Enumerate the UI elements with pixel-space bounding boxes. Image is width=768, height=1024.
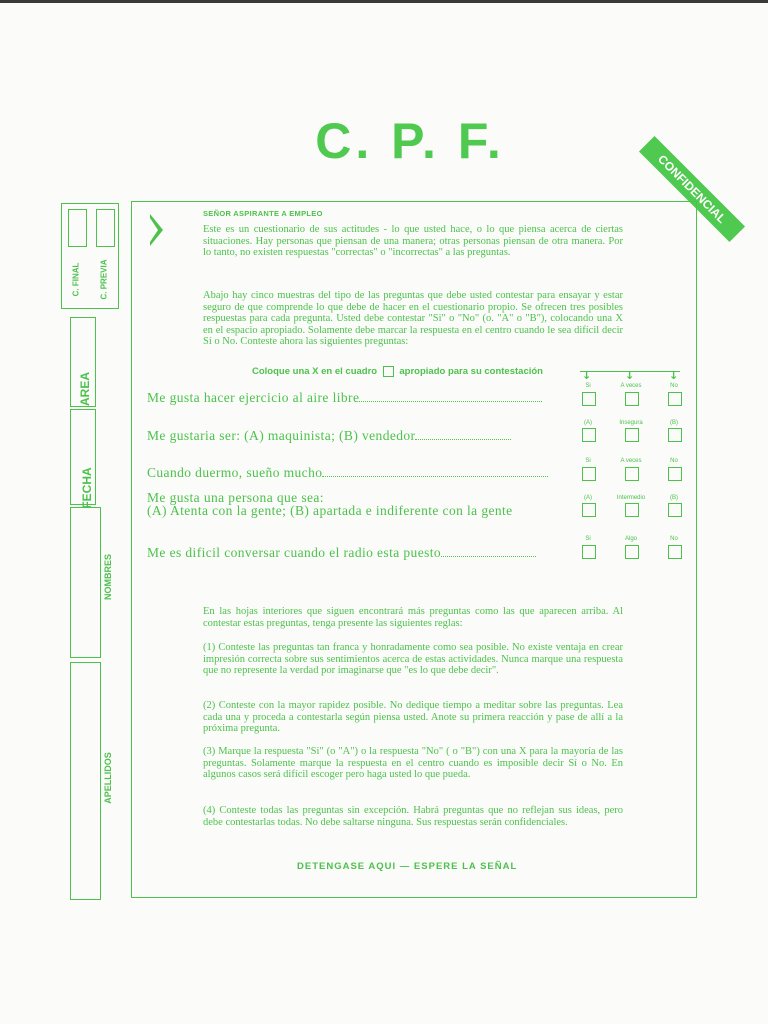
page-title: C. P. F. bbox=[315, 113, 505, 169]
c-final-field[interactable] bbox=[68, 209, 87, 247]
q5-option-1-checkbox[interactable] bbox=[582, 545, 596, 559]
stop-notice: DETENGASE AQUI — ESPERE LA SEÑAL bbox=[297, 861, 518, 872]
nombres-label: NOMBRES bbox=[103, 554, 113, 601]
q5-option-3-checkbox[interactable] bbox=[668, 545, 682, 559]
question-1 bbox=[147, 390, 542, 406]
confidential-banner: CONFIDENCIAL bbox=[639, 136, 745, 242]
q3-option-3-checkbox[interactable] bbox=[668, 467, 682, 481]
rule-2: (2) Conteste con la mayor rapidez posible. No dedique tiempo a meditar sobre las preguntas. Lea cada una y proceda a contestarla según piensa usted. Anote su primera reacción y pase de allí a la próxima pregunta. bbox=[203, 700, 623, 734]
question-5-text: Me es dificil conversar cuando el radio esta puesto bbox=[147, 545, 442, 560]
question-2 bbox=[147, 428, 511, 444]
q1-option-2-label: A veces bbox=[620, 383, 642, 389]
q2-option-2-label: Insegura bbox=[619, 420, 643, 426]
question-3 bbox=[147, 465, 548, 481]
q3-option-1-checkbox[interactable] bbox=[582, 467, 596, 481]
q4-option-1-label: (A) bbox=[584, 495, 592, 501]
apellidos-field[interactable] bbox=[70, 662, 101, 900]
q1-option-3-label: No bbox=[670, 383, 678, 389]
q5-option-2-checkbox[interactable] bbox=[625, 545, 639, 559]
q4-option-2-checkbox[interactable] bbox=[625, 503, 639, 517]
q2-option-1-checkbox[interactable] bbox=[582, 428, 596, 442]
leader-dots bbox=[359, 400, 542, 402]
q2-option-2-checkbox[interactable] bbox=[625, 428, 639, 442]
instruction-line bbox=[252, 366, 543, 377]
q3-option-2-checkbox[interactable] bbox=[625, 467, 639, 481]
leader-dots bbox=[415, 438, 511, 440]
fecha-label: FECHA bbox=[80, 467, 94, 509]
leader-dots bbox=[322, 475, 548, 477]
instruction-right: apropiado para su contestación bbox=[399, 366, 543, 378]
question-4-text: (A) Atenta con la gente; (B) apartada e indiferente con la gente bbox=[147, 503, 513, 518]
q4-option-2-label: Intermedio bbox=[616, 495, 646, 501]
c-previa-field[interactable] bbox=[96, 209, 115, 247]
question-4 bbox=[147, 503, 513, 519]
q2-option-3-checkbox[interactable] bbox=[668, 428, 682, 442]
q4-option-3-label: (B) bbox=[670, 495, 678, 501]
rule-1: (1) Conteste las preguntas tan franca y honradamente como sea posible. No existe ventaja en crear impresión correcta sobre sus sentimientos acerca de estas actividades. Nunca marque una respuesta que no represente la verdad por imaginarse que "es lo que debe decir". bbox=[203, 642, 623, 676]
rule-4: (4) Conteste todas las preguntas sin excepción. Habrá preguntas que no reflejan sus ideas, pero debe contestarlas todas. No debe saltarse ninguna. Sus respuestas serán confidenciales. bbox=[203, 805, 623, 828]
rule-3: (3) Marque la respuesta "Si" (o "A") o la respuesta "No" ( o "B") con una X para la mayoría de las preguntas. Solamente marque la respuesta en el centro cuando es imposible decir Sí o No. En algunos casos será difícil escoger pero haga usted lo que pueda. bbox=[203, 746, 623, 780]
area-label: AREA bbox=[78, 372, 92, 407]
q3-option-2-label: A veces bbox=[620, 458, 642, 464]
sample-checkbox-icon bbox=[383, 366, 394, 377]
instruction-left: Coloque una X en el cuadro bbox=[252, 366, 378, 378]
down-arrow-icon: ↓ bbox=[625, 369, 635, 382]
pointer-arrow-inner bbox=[150, 218, 158, 242]
nombres-field[interactable] bbox=[70, 507, 101, 658]
question-5 bbox=[147, 545, 536, 561]
q1-option-1-checkbox[interactable] bbox=[582, 392, 596, 406]
question-3-text: Cuando duermo, sueño mucho bbox=[147, 465, 323, 480]
q4-option-1-checkbox[interactable] bbox=[582, 503, 596, 517]
q2-option-3-label: (B) bbox=[670, 420, 678, 426]
question-1-text: Me gusta hacer ejercicio al aire libre bbox=[147, 390, 360, 405]
top-edge-line bbox=[0, 0, 768, 3]
q3-option-3-label: No bbox=[670, 458, 678, 464]
down-arrow-icon: ↓ bbox=[582, 369, 592, 382]
c-previa-label: C. PREVIA bbox=[99, 259, 109, 300]
apellidos-label: APELLIDOS bbox=[103, 752, 113, 804]
c-final-label: C. FINAL bbox=[71, 262, 81, 297]
question-2-text: Me gustaria ser: (A) maquinista; (B) vendedor bbox=[147, 428, 416, 443]
q3-option-1-label: Si bbox=[585, 458, 591, 464]
intro-heading: SEÑOR ASPIRANTE A EMPLEO bbox=[203, 209, 323, 218]
q1-option-3-checkbox[interactable] bbox=[668, 392, 682, 406]
leader-dots bbox=[441, 555, 536, 557]
down-arrow-icon: ↓ bbox=[669, 369, 679, 382]
q2-option-1-label: (A) bbox=[584, 420, 592, 426]
intro-paragraph-2: Abajo hay cinco muestras del tipo de las preguntas que debe usted contestar para ensayar y estar seguro de que comprende lo que debe de hacer en el cuestionario propio. Se ofrecen tres posibles respuestas para cada pregunta. Usted debe contestar "Si" o "No" (o. "A" o "B"), colocando una X en el espacio apropiado. Solamente debe marcar la respuesta en el centro cuando le sea difícil decir Sí o No. Conteste ahora las siguientes preguntas: bbox=[203, 290, 623, 347]
question-4-line-1: Me gusta una persona que sea: bbox=[147, 490, 324, 505]
q5-option-3-label: No bbox=[670, 536, 678, 542]
q1-option-2-checkbox[interactable] bbox=[625, 392, 639, 406]
intro-paragraph-1: Este es un cuestionario de sus actitudes - lo que usted hace, o lo que piensa acerca de ciertas situaciones. Hay personas que piensan de una manera; otras personas piensan de otra manera. Por lo tanto, no existen respuestas "correctas" o "incorrectas" a las preguntas. bbox=[203, 224, 623, 258]
q4-option-3-checkbox[interactable] bbox=[668, 503, 682, 517]
q5-option-1-label: Si bbox=[585, 536, 591, 542]
q5-option-2-label: Algo bbox=[624, 536, 637, 542]
q1-option-1-label: Si bbox=[585, 383, 591, 389]
rules-intro: En las hojas interiores que siguen encontrará más preguntas como las que aparecen arriba. Al contestar estas preguntas, tenga presente las siguientes reglas: bbox=[203, 606, 623, 629]
